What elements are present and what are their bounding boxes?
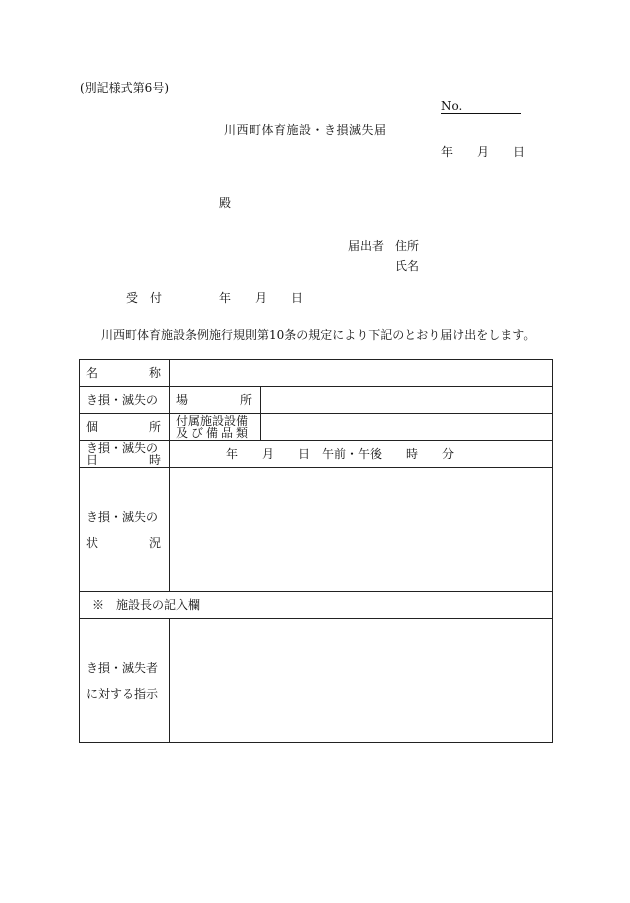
place-char-a: 場 xyxy=(176,393,189,407)
director-note-row xyxy=(80,592,553,619)
reception-label: 受 付 xyxy=(126,291,163,305)
place-field[interactable] xyxy=(261,387,553,414)
number-field xyxy=(441,100,521,114)
facility-name-row xyxy=(80,360,553,387)
director-note-text: ※ 施設長の記入欄 xyxy=(92,598,201,612)
location-label-top-text: き損・滅失の xyxy=(86,393,159,407)
location-label-bottom xyxy=(80,414,170,441)
equipment-field[interactable] xyxy=(261,414,553,441)
damage-report-table xyxy=(79,359,553,743)
addressee-honorific: 殿 xyxy=(219,196,232,210)
datetime-row xyxy=(80,441,553,468)
status-char-a: 状 xyxy=(86,535,99,550)
status-row xyxy=(80,468,553,592)
status-label-top: き損・滅失の xyxy=(86,509,159,524)
name-char-b: 称 xyxy=(148,366,161,380)
equipment-line1: 付属施設設備 xyxy=(176,413,249,428)
statement-text: 川西町体育施設条例施行規則第10条の規定により下記のとおり届け出をします。 xyxy=(101,328,536,342)
datetime-value: 年 月 日 午前・午後 時 分 xyxy=(226,447,455,461)
number-label: No. xyxy=(441,100,521,114)
location-label-top xyxy=(80,387,170,414)
address-label: 住所 xyxy=(395,239,420,253)
equipment-row xyxy=(80,414,553,441)
datetime-char-a: 日 xyxy=(86,452,99,467)
status-label xyxy=(80,468,170,592)
director-note xyxy=(80,592,553,619)
location-char-b: 所 xyxy=(148,420,161,434)
place-row xyxy=(80,387,553,414)
name-label: 氏名 xyxy=(395,259,420,273)
status-char-b: 況 xyxy=(148,535,161,550)
applicant-label: 届出者 xyxy=(348,239,385,253)
facility-name-field[interactable] xyxy=(170,360,553,387)
instruction-row xyxy=(80,619,553,743)
form-number: (別記様式第6号) xyxy=(80,81,169,95)
location-char-a: 個 xyxy=(86,420,99,434)
place-char-b: 所 xyxy=(239,393,252,407)
datetime-label-top: き損・滅失の xyxy=(86,440,159,455)
instruction-field[interactable] xyxy=(170,619,553,743)
status-field[interactable] xyxy=(170,468,553,592)
reception-date: 年 月 日 xyxy=(219,291,304,305)
instruction-line1: き損・滅失者 xyxy=(86,660,159,675)
datetime-field[interactable] xyxy=(170,441,553,468)
equipment-label xyxy=(170,414,261,441)
datetime-label xyxy=(80,441,170,468)
place-label xyxy=(170,387,261,414)
date-line: 年 月 日 xyxy=(441,145,526,159)
datetime-char-b: 時 xyxy=(148,452,161,467)
name-char-a: 名 xyxy=(86,366,99,380)
equipment-line2: 及び備品類 xyxy=(176,425,252,440)
document-title: 川西町体育施設・き損滅失届 xyxy=(224,123,387,137)
instruction-label xyxy=(80,619,170,743)
instruction-line2: に対する指示 xyxy=(86,686,159,701)
facility-name-label xyxy=(80,360,170,387)
